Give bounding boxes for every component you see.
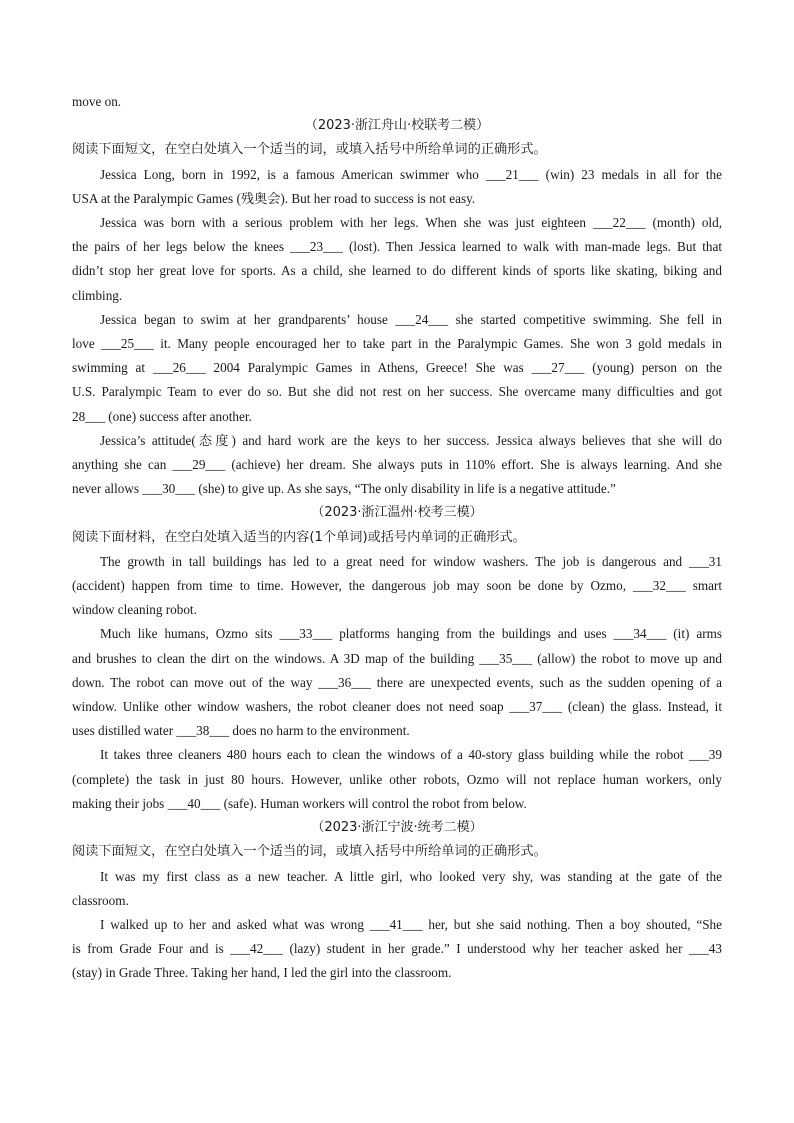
passage-line: love ___25___ it. Many people encouraged her to take part in the Paralympic Games. She won 3 gold medals in bbox=[72, 336, 722, 352]
passage-line: Much like humans, Ozmo sits ___33___ platforms hanging from the buildings and uses ___34___ (it) arms bbox=[100, 626, 722, 642]
passage bbox=[72, 865, 722, 986]
document-page bbox=[72, 90, 722, 986]
passage-line: is from Grade Four and is ___42___ (lazy) student in her grade.” I understood why her teacher asked her ___43 bbox=[72, 941, 722, 957]
passage bbox=[72, 550, 722, 816]
passage-line: Jessica Long, born in 1992, is a famous American swimmer who ___21___ (win) 23 medals in all for the bbox=[100, 166, 722, 182]
passage-line: The growth in tall buildings has led to a great need for window washers. The job is dangerous and ___31 bbox=[100, 553, 722, 569]
passage-line: Jessica began to swim at her grandparents’ house ___24___ she started competitive swimming. She fell in bbox=[100, 311, 722, 327]
passage-line: Jessica was born with a serious problem with her legs. When she was just eighteen ___22___ (month) old, bbox=[100, 215, 722, 231]
intro-line: move on. bbox=[72, 94, 122, 109]
passage-line: window cleaning robot. bbox=[72, 602, 197, 618]
passage-line: climbing. bbox=[72, 287, 123, 303]
passage-line: It takes three cleaners 480 hours each to clean the windows of a 40-story glass building while the robot ___39 bbox=[100, 747, 722, 763]
passage-line: (complete) the task in just 80 hours. However, unlike other robots, Ozmo will not replace human workers, only bbox=[72, 771, 722, 787]
section-instruction: 阅读下面短文，在空白处填入一个适当的词，或填入括号中所给单词的正确形式。 bbox=[72, 844, 547, 860]
passage-line: and brushes to clean the dirt on the windows. A 3D map of the building ___35___ (allow) the robot to move up and bbox=[72, 650, 722, 666]
section-3 bbox=[72, 816, 722, 985]
passage-line: classroom. bbox=[72, 892, 129, 908]
section-instruction: 阅读下面材料，在空白处填入适当的内容(1个单词)或括号内单词的正确形式。 bbox=[72, 529, 526, 545]
passage-line: (stay) in Grade Three. Taking her hand, I led the girl into the classroom. bbox=[72, 965, 452, 981]
section-instruction: 阅读下面短文，在空白处填入一个适当的词，或填入括号中所给单词的正确形式。 bbox=[72, 142, 547, 158]
passage-line: USA at the Paralympic Games (残奥会). But her road to success is not easy. bbox=[72, 190, 476, 206]
passage-line: I walked up to her and asked what was wrong ___41___ her, but she said nothing. Then a boy shouted, “She bbox=[100, 916, 722, 932]
passage-line: the pairs of her legs below the knees ___23___ (lost). Then Jessica learned to walk with man-made legs. But that bbox=[72, 239, 722, 255]
section-source: （2023·浙江舟山·校联考二模） bbox=[304, 118, 490, 134]
passage-line: anything she can ___29___ (achieve) her dream. She always puts in 110% effort. She is always learning. And she bbox=[72, 457, 722, 473]
passage-line: 28___ (one) success after another. bbox=[72, 408, 252, 424]
passage-line: didn’t stop her great love for sports. As a child, she learned to do different kinds of sports like skating, biking and bbox=[72, 263, 722, 279]
passage-line: Jessica’s attitude(态度) and hard work are the keys to her success. Jessica always believes that she will do bbox=[100, 432, 722, 448]
section-2 bbox=[72, 501, 722, 816]
passage-line: down. The robot can move out of the way ___36___ there are unexpected events, such as the sudden opening of a bbox=[72, 674, 722, 690]
passage-line: swimming at ___26___ 2004 Paralympic Games in Athens, Greece! She was ___27___ (young) person on the bbox=[72, 360, 722, 376]
section-1 bbox=[72, 114, 722, 501]
section-source: （2023·浙江温州·校考三模） bbox=[311, 505, 483, 521]
passage-line: never allows ___30___ (she) to give up. As she says, “The only disability in life is a negative attitude.” bbox=[72, 481, 616, 497]
section-source: （2023·浙江宁波·统考二模） bbox=[311, 820, 483, 836]
passage-line: making their jobs ___40___ (safe). Human workers will control the robot from below. bbox=[72, 795, 527, 811]
passage bbox=[72, 163, 722, 502]
passage-line: U.S. Paralympic Team to ever do so. But she did not rest on her success. She overcame many difficulties and got bbox=[72, 384, 722, 400]
passage-line: uses distilled water ___38___ does no harm to the environment. bbox=[72, 723, 410, 739]
passage-line: (accident) happen from time to time. However, the dangerous job may soon be done by Ozmo, ___32___ smart bbox=[72, 578, 722, 594]
passage-line: It was my first class as a new teacher. A little girl, who looked very shy, was standing at the gate of the bbox=[100, 868, 722, 884]
passage-line: window. Unlike other window washers, the robot cleaner does not need soap ___37___ (clean) the glass. Instead, it bbox=[72, 699, 722, 715]
